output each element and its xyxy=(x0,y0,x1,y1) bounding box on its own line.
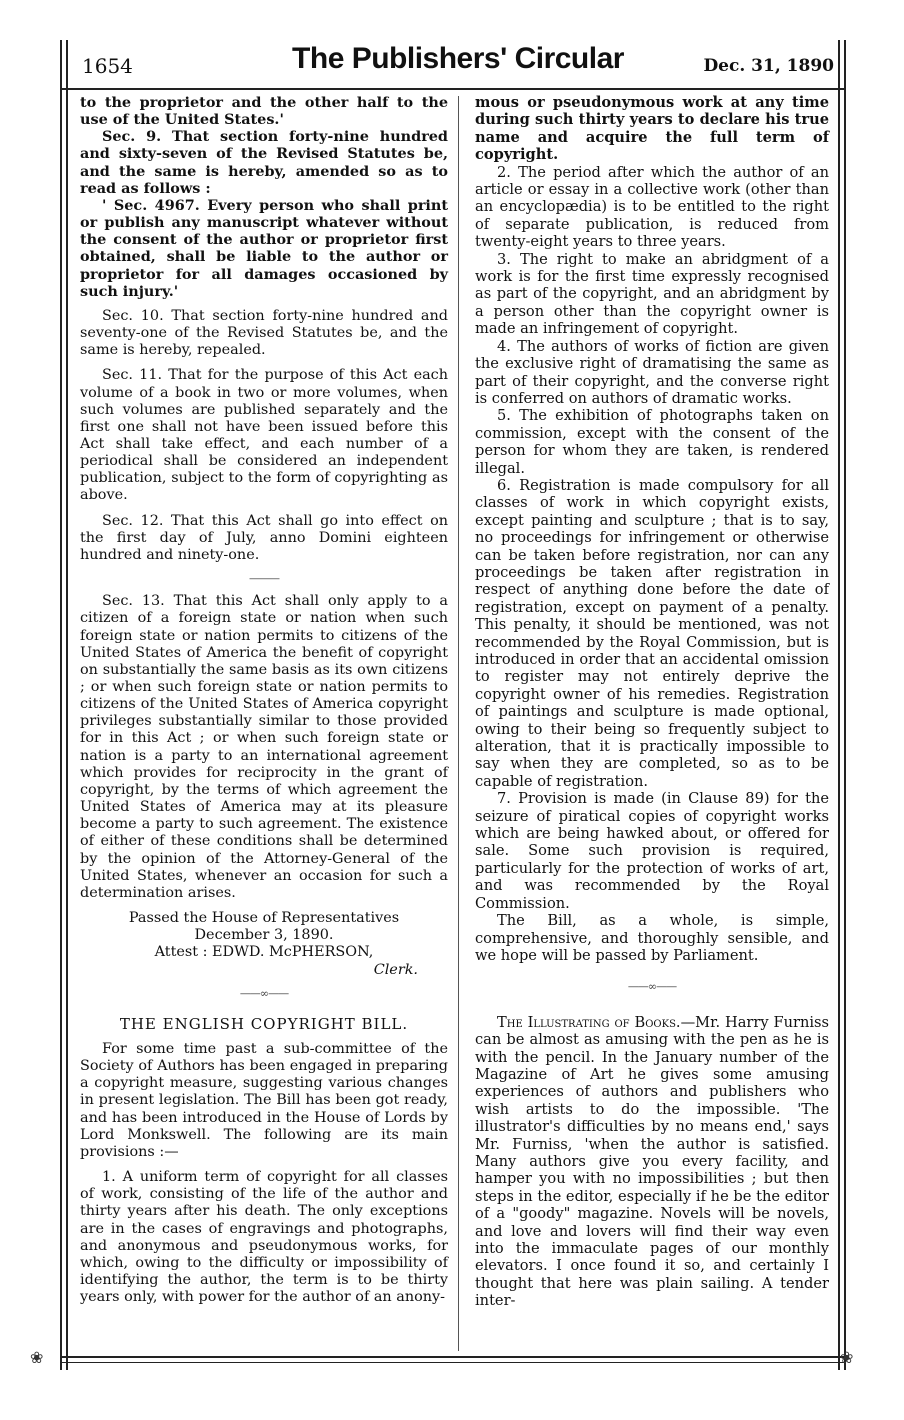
corner-ornament-icon: ❀ xyxy=(840,1348,854,1367)
section-11: Sec. 11. That for the purpose of this Act each volume of a book in two or more volumes, when such volumes are published separately and the first one shall not have been issued before this Act shall take effect, and each number of a periodical shall be considered an independent publication, subject to the form of copyrighting as above. xyxy=(80,367,448,504)
footer-rule-thin xyxy=(60,1362,846,1363)
page-border-left-inner xyxy=(66,40,68,1370)
left-column xyxy=(80,94,448,1306)
article-heading: THE ENGLISH COPYRIGHT BILL. xyxy=(119,1014,409,1033)
page-number: 1654 xyxy=(82,54,133,78)
section-10: Sec. 10. That section forty-nine hundred and seventy-one of the Revised Statutes be, and the same is hereby, repealed. xyxy=(80,307,448,359)
section-9: Sec. 9. That section forty-nine hundred and sixty-seven of the Revised Statutes be, and the same is hereby, amended so as to read as follows : xyxy=(80,128,448,197)
issue-date: Dec. 31, 1890 xyxy=(703,56,834,76)
section-4967: ' Sec. 4967. Every person who shall print or publish any manuscript whatever without the consent of the author or proprietor first obtained, shall be liable to the author or proprietor for all damages occasioned by such injury.' xyxy=(80,196,448,300)
right-column xyxy=(475,94,829,1310)
footer-rule xyxy=(60,1356,846,1358)
divider-ornament: ——∞—— xyxy=(627,980,677,994)
provision-4: 4. The authors of works of fiction are given the exclusive right of dramatising the same as part of their copyright, and the converse right is conferred on authors of dramatic works. xyxy=(475,337,829,407)
provision-7: 7. Provision is made (in Clause 89) for the seizure of piratical copies of copyright works which are being hawked about, or offered for sale. Some such provision is required, particularly for the protection of works of art, and was recommended by the Royal Commission. xyxy=(475,790,829,912)
page-header xyxy=(78,42,838,82)
header-rule xyxy=(60,88,846,90)
column-divider xyxy=(458,96,459,1351)
provision-5: 5. The exhibition of photographs taken on commission, except with the consent of the person for whom they are taken, is rendered illegal. xyxy=(475,407,829,477)
divider: ——— xyxy=(249,572,279,586)
corner-ornament-icon: ❀ xyxy=(30,1348,44,1367)
provision-1: 1. A uniform term of copyright for all classes of work, consisting of the life of the author and thirty years after his death. The only exceptions are in the cases of engravings and photographs, and anonymous and pseudonymous works, for which, owing to the difficulty or impossibility of identifying the author, the term is to be thirty years only, with power for the author of an anony- xyxy=(80,1169,448,1306)
provision-3: 3. The right to make an abridgment of a work is for the first time expressly recognised as part of the copyright, and an abridgment by a person other than the copyright owner is made an infringement of copyright. xyxy=(475,250,829,338)
page-border-right-outer xyxy=(844,40,846,1370)
section-12: Sec. 12. That this Act shall go into effect on the first day of July, anno Domini eighteen hundred and ninety-one. xyxy=(80,512,448,563)
paragraph: mous or pseudonymous work at any time during such thirty years to declare his true name and acquire the full term of copyright. xyxy=(475,94,829,164)
paragraph: to the proprietor and the other half to the use of the United States.' xyxy=(80,94,448,129)
illustrating-lead: The Illustrating of Books. xyxy=(497,1013,681,1031)
page-border-right-inner xyxy=(838,40,840,1370)
illustrating-body: —Mr. Harry Furniss can be almost as amusing with the pen as he is with the pencil. In the January number of the Magazine of Art he gives some amusing experiences of authors and publishers who wish artists to do the impossible. 'The illustrator's difficulties by no means end,' says Mr. Furniss, 'when the author is satisfied. Many authors give you every facility, and hamper you with no impossibilities ; but then steps in the editor, especially if he be the editor of a "goody" magazine. Novels will be novels, and love and lovers will find their way even into the immaculate pages of our monthly elevators. I once found it so, and certainly I thought that here was plain sailing. A tender inter- xyxy=(475,1013,829,1310)
divider-ornament: ——∞—— xyxy=(239,986,289,1000)
page-border-left-outer xyxy=(60,40,62,1370)
provision-6: 6. Registration is made compulsory for all classes of work in which copyright exists, except painting and sculpture ; that is to say, no proceedings for infringement or otherwise can be taken before registration, nor can any proceedings be taken after registration in respect of anything done before the date of registration, except on payment of a penalty. This penalty, it should be mentioned, was not recommended by the Royal Commission, but is introduced in order that an accidental omission to register may not entirely deprive the copyright owner of his remedies. Registration of paintings and sculpture is made optional, owing to their being so frequently subject to alteration, that it is practically impossible to say when they are completed, so as to be capable of registration. xyxy=(475,476,829,790)
article-intro: For some time past a sub-committee of the Society of Authors has been engaged in preparing a copyright measure, suggesting various changes in present legislation. The Bill has been got ready, and has been introduced in the House of Lords by Lord Monkswell. The following are its main provisions :— xyxy=(80,1040,448,1160)
provision-2: 2. The period after which the author of an article or essay in a collective work (other than an encyclopædia) is to be entitled to the right of separate publication, is reduced from twenty-eight years to three years. xyxy=(475,163,829,251)
clerk-signature: Clerk. xyxy=(373,961,418,978)
attest-line: Attest : EDWD. McPHERSON, xyxy=(154,944,374,961)
conclusion: The Bill, as a whole, is simple, comprehensive, and thoroughly sensible, and we hope will be passed by Parliament. xyxy=(475,912,829,964)
illustrating-paragraph xyxy=(475,1014,829,1310)
section-13: Sec. 13. That this Act shall only apply to a citizen of a foreign state or nation when such foreign state or nation permits to citizens of the United States of America the benefit of copyright on substantially the same basis as its own citizens ; or when such foreign state or nation permits to citizens of the United States of America copyright privileges substantially similar to those provided for in this Act ; or when such foreign state or nation is a party to an international agreement which provides for reciprocity in the grant of copyright, by the terms of which agreement the United States of America may at its pleasure become a party to such agreement. The existence of either of these conditions shall be determined by the opinion of the Attorney-General of the United States, whenever an occasion for such a determination arises. xyxy=(80,593,448,901)
passed-line: Passed the House of Representatives xyxy=(128,910,400,927)
passed-date: December 3, 1890. xyxy=(194,927,334,944)
publication-title: The Publishers' Circular xyxy=(292,42,624,75)
